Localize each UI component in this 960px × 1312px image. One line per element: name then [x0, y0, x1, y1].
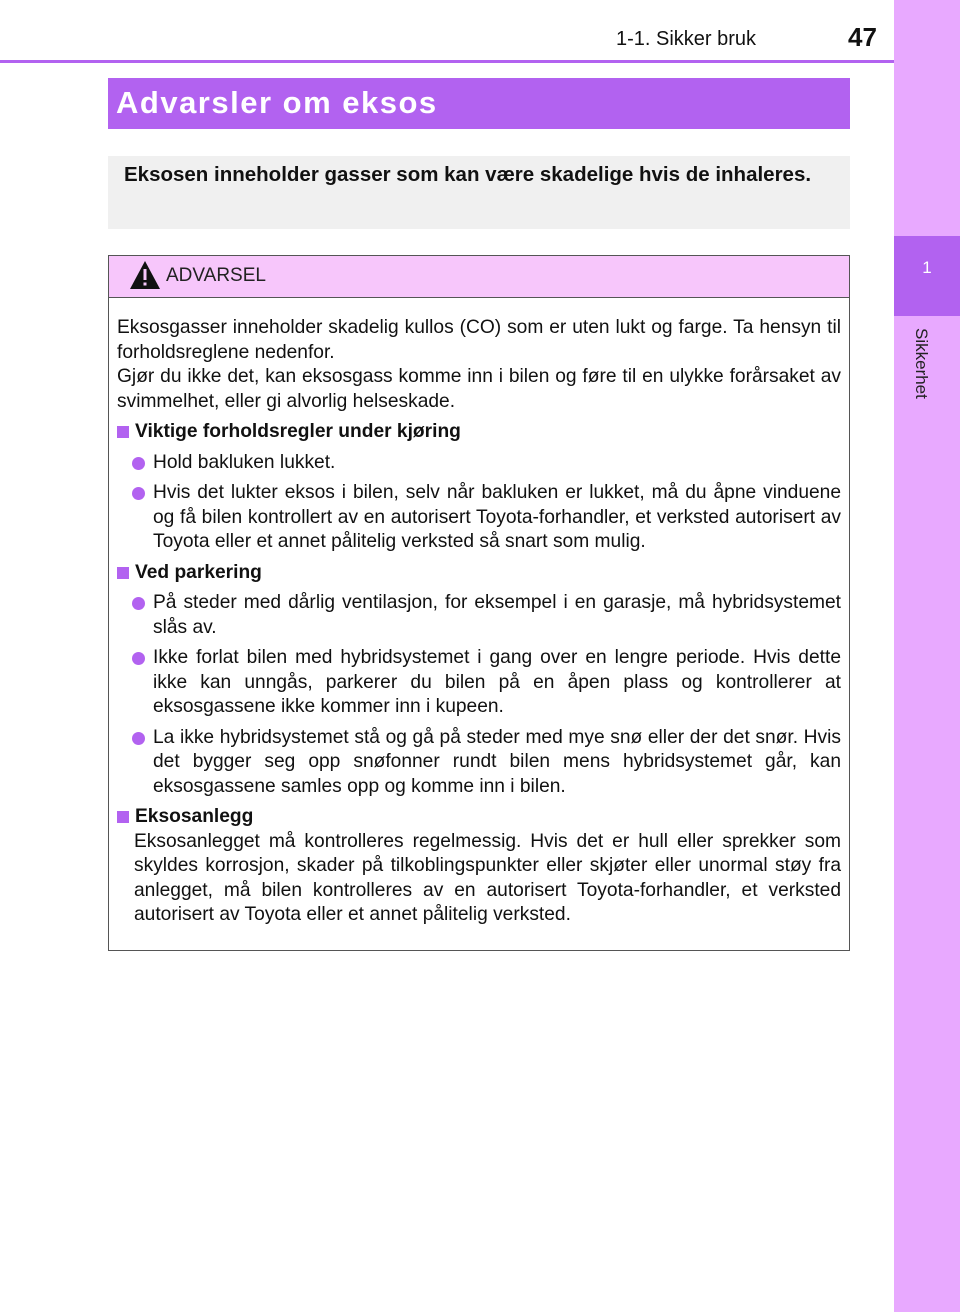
bullet-dot-icon: [132, 652, 145, 665]
intro-box: [108, 156, 850, 229]
warning-box: [108, 255, 850, 951]
header-divider: [0, 60, 894, 63]
subheading-driving: [117, 420, 841, 445]
bullet-dot-icon: [132, 457, 145, 470]
side-chapter-strip: [894, 0, 960, 1312]
section-label: 1-1. Sikker bruk: [616, 28, 757, 50]
intro-text: Eksosen inneholder gasser som kan være skadelige hvis de inhaleres.: [124, 163, 812, 186]
list-item: [117, 451, 841, 476]
subheading-text: Eksosanlegg: [135, 806, 254, 827]
title-banner: [108, 78, 850, 129]
list-item: [117, 481, 841, 555]
chapter-tab[interactable]: [894, 236, 960, 316]
warning-header: [109, 256, 849, 298]
square-bullet-icon: [117, 567, 129, 579]
warning-triangle-icon: [129, 260, 161, 290]
square-bullet-icon: [117, 426, 129, 438]
chapter-number: 1: [922, 258, 932, 277]
list-item-text: Ikke forlat bilen med hybridsystemet i gang over en lengre periode. Hvis dette ikke kan unngås, parkerer du bilen på en åpen plass og kontrollerer at eksosgassene ikke kommer inn i kupeen.: [153, 647, 841, 717]
warning-paragraph: Gjør du ikke det, kan eksosgass komme inn i bilen og føre til en ulykke forårsaket av svimmelhet, eller gi alvorlig helseskade.: [117, 366, 841, 412]
bullet-dot-icon: [132, 597, 145, 610]
bullet-dot-icon: [132, 732, 145, 745]
list-item: [117, 591, 841, 640]
page-number: 47: [848, 22, 877, 52]
bullet-dot-icon: [132, 487, 145, 500]
subheading-exhaust-system: [117, 805, 841, 830]
subheading-text: Viktige forholdsregler under kjøring: [135, 421, 461, 442]
warning-paragraph: Eksosgasser inneholder skadelig kullos (CO) som er uten lukt og farge. Ta hensyn til forholdsreglene nedenfor.: [117, 317, 841, 363]
subheading-text: Ved parkering: [135, 561, 262, 583]
subheading-parking: [117, 561, 841, 586]
warning-body: [109, 298, 849, 928]
list-item-text: Hold bakluken lukket.: [153, 451, 336, 473]
section-text: Eksosanlegget må kontrolleres regelmessig. Hvis det er hull eller sprekker som skyldes korrosjon, skader på tilkoblingspunkter eller skjøter eller unormal støy fra anlegget, må bilen kontrolleres av en autorisert Toyota-forhandler, et verksted autorisert av Toyota eller et annet pålitelig verksted.: [134, 830, 841, 925]
list-item-text: La ikke hybridsystemet stå og gå på steder med mye snø eller der det snør. Hvis det bygger seg opp snøfonner rundt bilen mens hybridsystemet går, kan eksosgassene samles opp og komme inn i bilen.: [153, 726, 841, 797]
list-item-text: På steder med dårlig ventilasjon, for eksempel i en garasje, må hybridsystemet slås av.: [153, 592, 841, 638]
list-item: [117, 726, 841, 800]
warning-title: ADVARSEL: [166, 265, 266, 286]
list-item-text: Hvis det lukter eksos i bilen, selv når bakluken er lukket, må du åpne vinduene og få bilen kontrollert av en autorisert Toyota-forhandler, et verksted autorisert av Toyota eller et annet pålitelig verksted så snart som mulig.: [153, 482, 841, 552]
square-bullet-icon: [117, 811, 129, 823]
page-title: Advarsler om eksos: [116, 85, 438, 120]
chapter-label: Sikkerhet: [912, 328, 931, 399]
list-item: [117, 646, 841, 720]
